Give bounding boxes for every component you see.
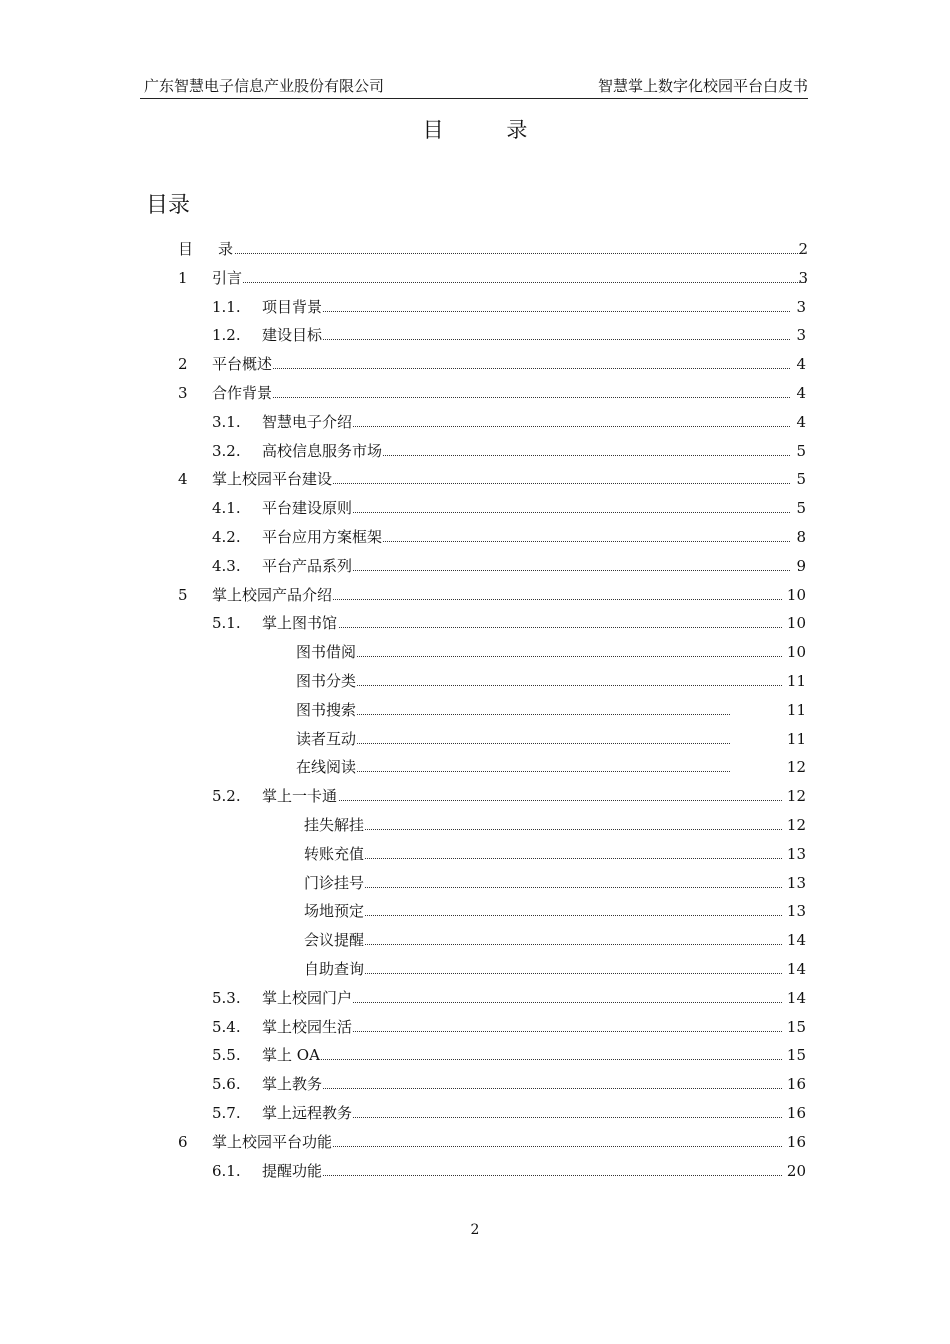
- toc-dot-leader: [296, 771, 730, 772]
- toc-entry-page: 10: [786, 643, 806, 662]
- toc-entry-title: 建设目标: [262, 326, 323, 345]
- toc-entry-title: 合作背景: [212, 384, 273, 402]
- toc-entry-title: 掌上校园门户: [262, 988, 353, 1007]
- toc-entry-title: 图书借阅: [296, 643, 357, 662]
- toc-dot-leader: [262, 1175, 782, 1176]
- toc-entry[interactable]: [0, 497, 950, 519]
- toc-entry-title: 自助查询: [304, 960, 365, 978]
- toc-entry[interactable]: [0, 296, 950, 318]
- toc-entry-number: 3: [178, 384, 188, 402]
- toc-entry-title: 掌上远程教务: [262, 1104, 353, 1122]
- toc-entry-title: 平台概述: [212, 355, 273, 374]
- toc-entry-title: 在线阅读: [296, 758, 357, 777]
- toc-dot-leader: [296, 714, 730, 715]
- toc-entry-page: 16: [786, 1104, 806, 1122]
- toc-entry[interactable]: [0, 756, 950, 778]
- toc-entry-number: 4.2.: [212, 528, 241, 546]
- toc-entry-title: 图书搜索: [296, 700, 357, 719]
- toc-entry[interactable]: [0, 670, 950, 692]
- toc-dot-leader: [296, 685, 782, 686]
- toc-entry-number: 4.3.: [212, 556, 241, 575]
- toc-dot-leader: [262, 800, 782, 801]
- toc-entry-page: 3: [796, 326, 806, 345]
- toc-entry-title: 提醒功能: [262, 1161, 323, 1180]
- toc-entry-title: 掌上校园平台功能: [212, 1132, 333, 1151]
- toc-entry-number: 5.1.: [212, 614, 241, 633]
- toc-entry-page: 8: [796, 528, 806, 546]
- toc-entry[interactable]: [0, 411, 950, 433]
- header-company: 广东智慧电子信息产业股份有限公司: [144, 77, 385, 95]
- toc-entry-title: 图书分类: [296, 672, 357, 690]
- toc-entry-page: 3: [796, 297, 806, 316]
- toc-entry-page: 9: [796, 556, 806, 575]
- toc-entry-page: 3: [798, 268, 808, 287]
- toc-dot-leader: [304, 858, 782, 859]
- toc-entry-number: 1.1.: [212, 297, 241, 316]
- toc-entry-title: 转账充值: [304, 844, 365, 863]
- toc-entry-title: 项目背景: [262, 297, 323, 316]
- toc-dot-leader: [304, 973, 782, 974]
- footer-page-number: 2: [470, 1222, 480, 1238]
- toc-entry-title: 会议提醒: [304, 931, 365, 950]
- toc-dot-leader: [262, 1059, 782, 1060]
- toc-entry-title: 掌上校园产品介绍: [212, 585, 333, 604]
- toc-dot-leader: [304, 829, 782, 830]
- toc-dot-leader: [304, 944, 782, 945]
- toc-entry[interactable]: [0, 584, 950, 606]
- toc-entry-number: 5.2.: [212, 787, 241, 806]
- page-title: 目 录: [422, 118, 556, 142]
- toc-entry[interactable]: [0, 814, 950, 836]
- toc-entry-page: 14: [786, 960, 806, 978]
- toc-entry-page: 14: [786, 931, 806, 950]
- toc-entry[interactable]: [0, 785, 950, 807]
- toc-entry-number: 5.3.: [212, 988, 241, 1007]
- toc-entry[interactable]: [0, 440, 950, 462]
- toc-entry-page: 5: [796, 470, 806, 489]
- toc-entry-title: 读者互动: [296, 729, 357, 748]
- toc-entry[interactable]: [0, 555, 950, 577]
- toc-entry-number: 5: [178, 585, 188, 604]
- toc-dot-leader: [218, 253, 806, 254]
- toc-entry-title: 引言: [212, 268, 243, 287]
- toc-entry[interactable]: [0, 843, 950, 865]
- toc-entry-page: 13: [786, 844, 806, 863]
- toc-entry-page: 11: [786, 700, 806, 719]
- toc-entry-page: 2: [798, 240, 808, 258]
- toc-entry-title: 场地预定: [304, 902, 365, 921]
- toc-entry-number: 1.2.: [212, 326, 241, 345]
- toc-entry-title: 掌上 OA: [262, 1046, 320, 1065]
- toc-entry-number: 6.1.: [212, 1161, 241, 1180]
- toc-entry-page: 15: [786, 1046, 806, 1065]
- toc-entry-page: 11: [786, 729, 806, 748]
- toc-entry[interactable]: [0, 267, 950, 289]
- toc-dot-leader: [304, 915, 782, 916]
- toc-entry-title: 平台产品系列: [262, 556, 353, 575]
- toc-entry-number: 3.2.: [212, 441, 241, 460]
- toc-entry[interactable]: [0, 353, 950, 375]
- toc-entry-title: 智慧电子介绍: [262, 412, 353, 431]
- toc-entry[interactable]: [0, 324, 950, 346]
- toc-entry-number: 5.6.: [212, 1075, 241, 1094]
- toc-entry-number: 5.7.: [212, 1104, 241, 1122]
- toc-entry[interactable]: [0, 1016, 950, 1038]
- toc-dot-leader: [212, 282, 806, 283]
- toc-entry[interactable]: [0, 468, 950, 490]
- toc-entry-number: 5.5.: [212, 1046, 241, 1065]
- toc-entry-title: 录: [218, 240, 234, 258]
- toc-entry-number: 4: [178, 470, 188, 489]
- toc-entry[interactable]: [0, 612, 950, 634]
- toc-entry-page: 4: [796, 384, 806, 402]
- toc-entry[interactable]: [0, 958, 950, 980]
- toc-entry[interactable]: [0, 987, 950, 1009]
- toc-entry-page: 20: [786, 1161, 806, 1180]
- toc-entry-page: 16: [786, 1132, 806, 1151]
- toc-entry-title: 门诊挂号: [304, 873, 365, 892]
- toc-dot-leader: [262, 311, 790, 312]
- toc-entry-page: 10: [786, 614, 806, 633]
- toc-entry-number: 2: [178, 355, 188, 374]
- toc-entry-page: 4: [796, 412, 806, 431]
- toc-entry[interactable]: [0, 1160, 950, 1182]
- toc-entry-title: 掌上一卡通: [262, 787, 338, 806]
- toc-dot-leader: [212, 368, 790, 369]
- toc-dot-leader: [296, 743, 730, 744]
- toc-entry[interactable]: [0, 1044, 950, 1066]
- toc-entry[interactable]: [0, 238, 950, 260]
- toc-entry-number: 5.4.: [212, 1017, 241, 1036]
- toc-entry-page: 4: [796, 355, 806, 374]
- toc-entry-page: 12: [786, 787, 806, 806]
- toc-entry-title: 掌上图书馆: [262, 614, 338, 633]
- toc-entry[interactable]: [0, 641, 950, 663]
- toc-entry-title: 高校信息服务市场: [262, 441, 383, 460]
- toc-entry-title: 平台建设原则: [262, 499, 353, 518]
- toc-entry-page: 15: [786, 1017, 806, 1036]
- toc-entry[interactable]: [0, 1073, 950, 1095]
- toc-dot-leader: [262, 1088, 782, 1089]
- toc-entry-page: 10: [786, 585, 806, 604]
- toc-entry-page: 13: [786, 873, 806, 892]
- toc-entry[interactable]: [0, 929, 950, 951]
- toc-entry-page: 12: [786, 816, 806, 834]
- toc-dot-leader: [304, 887, 782, 888]
- toc-entry-number: 6: [178, 1132, 188, 1151]
- toc-entry[interactable]: [0, 1102, 950, 1124]
- toc-entry-number: 目: [178, 240, 194, 258]
- toc-entry-title: 平台应用方案框架: [262, 528, 383, 546]
- toc-entry-page: 16: [786, 1075, 806, 1094]
- toc-dot-leader: [296, 656, 782, 657]
- toc-entry-number: 1: [178, 268, 188, 287]
- toc-entry[interactable]: [0, 1131, 950, 1153]
- toc-entry-page: 13: [786, 902, 806, 921]
- toc-entry-number: 4.1.: [212, 499, 241, 518]
- toc-entry-page: 5: [796, 499, 806, 518]
- toc-entry[interactable]: [0, 699, 950, 721]
- page-header: [140, 76, 808, 99]
- toc-entry[interactable]: [0, 900, 950, 922]
- header-document-title: 智慧掌上数字化校园平台白皮书: [597, 77, 808, 95]
- toc-entry[interactable]: [0, 382, 950, 404]
- toc-entry-page: 14: [786, 988, 806, 1007]
- toc-entry-page: 12: [786, 758, 806, 777]
- toc-entry-number: 3.1.: [212, 412, 241, 431]
- toc-entry-title: 掌上校园生活: [262, 1017, 353, 1036]
- toc-entry[interactable]: [0, 728, 950, 750]
- toc-heading: 目录: [146, 193, 191, 218]
- toc-dot-leader: [262, 627, 782, 628]
- toc-entry[interactable]: [0, 526, 950, 548]
- toc-dot-leader: [212, 397, 790, 398]
- toc-entry-page: 5: [796, 441, 806, 460]
- toc-entry-title: 掌上教务: [262, 1075, 323, 1094]
- toc-dot-leader: [262, 339, 790, 340]
- toc-entry-title: 挂失解挂: [304, 816, 365, 834]
- toc-entry[interactable]: [0, 872, 950, 894]
- toc-entry-title: 掌上校园平台建设: [212, 470, 333, 489]
- toc-entry-page: 11: [786, 672, 806, 690]
